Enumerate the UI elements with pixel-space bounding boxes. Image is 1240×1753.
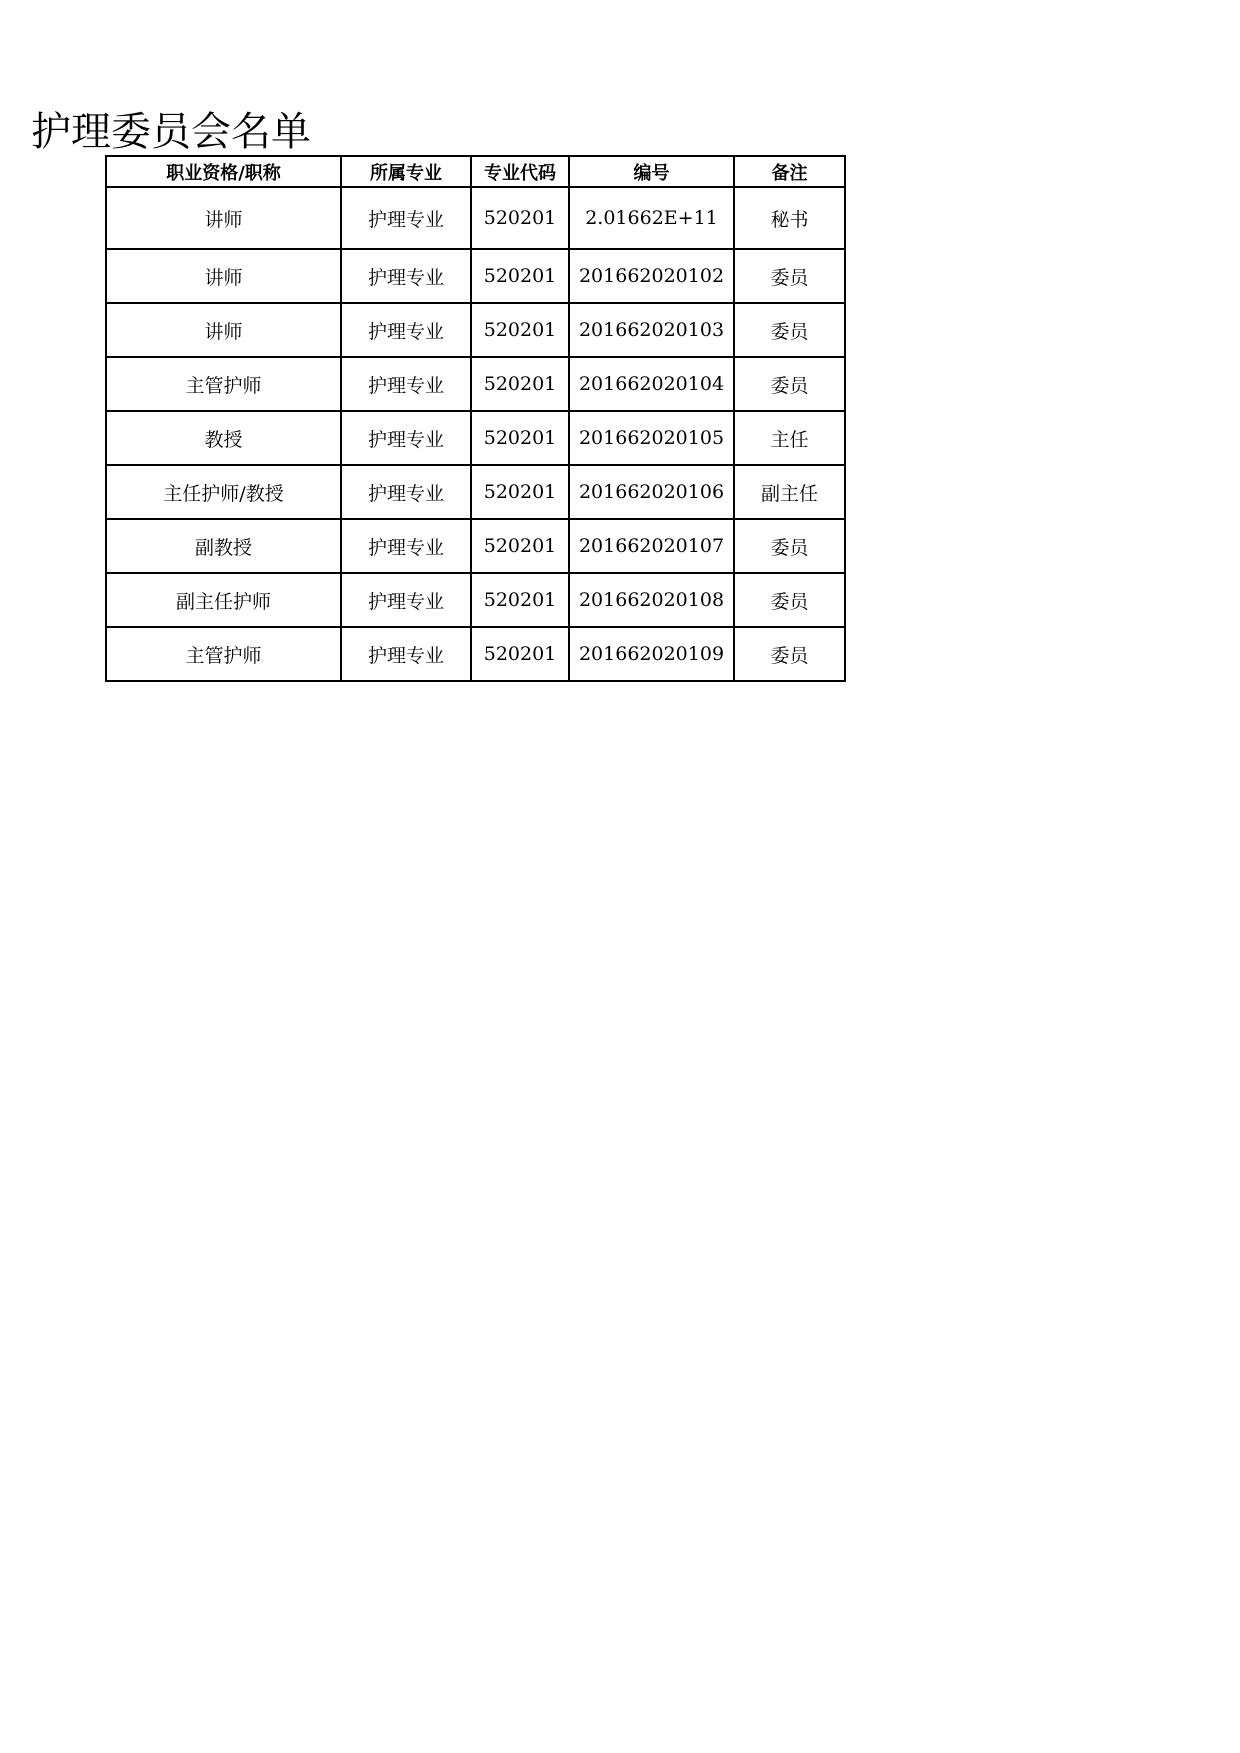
cell-remarks: 秘书	[734, 187, 845, 249]
cell-qualification: 副教授	[106, 519, 341, 573]
column-header-remarks: 备注	[734, 156, 845, 187]
column-header-specialty: 所属专业	[341, 156, 471, 187]
cell-specialty: 护理专业	[341, 465, 471, 519]
cell-specialty: 护理专业	[341, 573, 471, 627]
cell-specialty-code: 520201	[471, 573, 569, 627]
cell-specialty: 护理专业	[341, 627, 471, 681]
table-row	[106, 249, 845, 303]
cell-specialty: 护理专业	[341, 411, 471, 465]
cell-remarks: 委员	[734, 627, 845, 681]
table-row	[106, 411, 845, 465]
table-row	[106, 187, 845, 249]
cell-specialty: 护理专业	[341, 357, 471, 411]
cell-remarks: 委员	[734, 519, 845, 573]
cell-qualification: 主管护师	[106, 627, 341, 681]
cell-qualification: 教授	[106, 411, 341, 465]
cell-specialty: 护理专业	[341, 519, 471, 573]
cell-specialty-code: 520201	[471, 519, 569, 573]
cell-number: 201662020105	[569, 411, 734, 465]
cell-qualification: 讲师	[106, 303, 341, 357]
cell-number: 201662020106	[569, 465, 734, 519]
cell-qualification: 副主任护师	[106, 573, 341, 627]
cell-specialty-code: 520201	[471, 187, 569, 249]
column-header-qualification: 职业资格/职称	[106, 156, 341, 187]
cell-specialty-code: 520201	[471, 627, 569, 681]
cell-specialty-code: 520201	[471, 411, 569, 465]
cell-specialty: 护理专业	[341, 303, 471, 357]
cell-qualification: 主管护师	[106, 357, 341, 411]
cell-specialty: 护理专业	[341, 249, 471, 303]
cell-remarks: 副主任	[734, 465, 845, 519]
committee-roster-table	[105, 155, 846, 682]
cell-number: 201662020109	[569, 627, 734, 681]
cell-specialty: 护理专业	[341, 187, 471, 249]
table-row	[106, 573, 845, 627]
cell-specialty-code: 520201	[471, 249, 569, 303]
table-row	[106, 465, 845, 519]
cell-qualification: 讲师	[106, 249, 341, 303]
cell-number: 201662020102	[569, 249, 734, 303]
cell-number: 201662020108	[569, 573, 734, 627]
cell-remarks: 委员	[734, 249, 845, 303]
cell-qualification: 主任护师/教授	[106, 465, 341, 519]
cell-number: 201662020103	[569, 303, 734, 357]
table-row	[106, 303, 845, 357]
cell-qualification: 讲师	[106, 187, 341, 249]
cell-specialty-code: 520201	[471, 357, 569, 411]
cell-remarks: 委员	[734, 357, 845, 411]
page-title-container	[31, 106, 333, 158]
table-row	[106, 357, 845, 411]
cell-number: 201662020104	[569, 357, 734, 411]
table-header-row	[106, 156, 845, 187]
cell-remarks: 委员	[734, 573, 845, 627]
table-row	[106, 519, 845, 573]
cell-number: 201662020107	[569, 519, 734, 573]
column-header-number: 编号	[569, 156, 734, 187]
table-row	[106, 627, 845, 681]
cell-specialty-code: 520201	[471, 303, 569, 357]
column-header-specialty-code: 专业代码	[471, 156, 569, 187]
cell-specialty-code: 520201	[471, 465, 569, 519]
cell-remarks: 主任	[734, 411, 845, 465]
cell-remarks: 委员	[734, 303, 845, 357]
cell-number: 2.01662E+11	[569, 187, 734, 249]
page-title: 护理委员会名单	[31, 109, 311, 155]
